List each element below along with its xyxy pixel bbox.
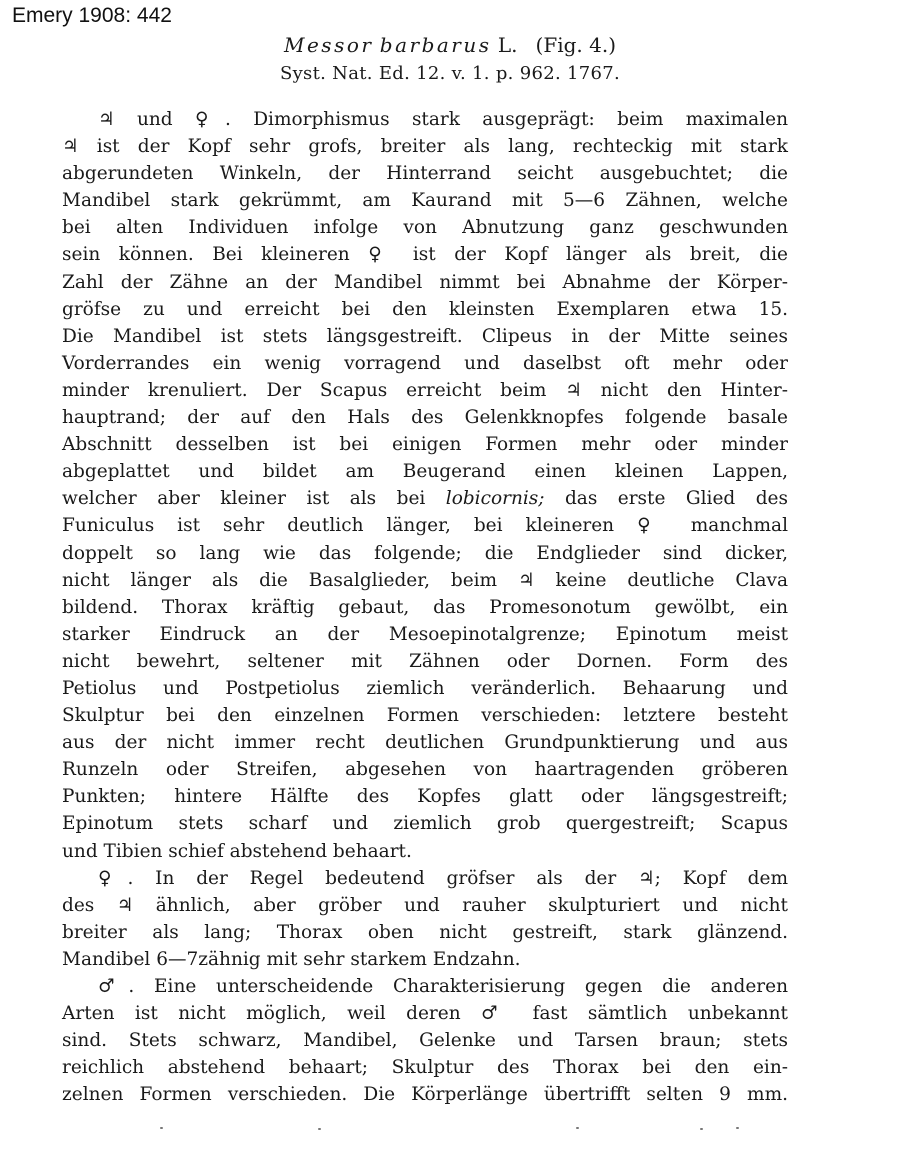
text-line: doppelt so lang wie das folgende; die Endglieder sind dicker, xyxy=(62,542,788,564)
text-line: abgerundeten Winkeln, der Hinterrand seicht ausgebuchtet; die xyxy=(62,163,788,185)
text-segment: welcher aber kleiner ist als bei xyxy=(62,488,426,510)
text-line: nicht länger als die Basalglieder, beim ♃ keine deutliche Clava xyxy=(62,569,788,591)
text-line: breiter als lang; Thorax oben nicht gestreift, stark glänzend. xyxy=(62,921,788,943)
text-line: Die Mandibel ist stets längsgestreift. Clipeus in der Mitte seines xyxy=(62,325,788,347)
figure-reference: (Fig. 4.) xyxy=(535,33,616,57)
text-line: minder krenuliert. Der Scapus erreicht beim ♃ nicht den Hinter- xyxy=(62,379,788,401)
text-line: sind. Stets schwarz, Mandibel, Gelenke und Tarsen braun; stets xyxy=(62,1030,788,1052)
text-line: ♀. In der Regel bedeutend gröfser als der ♃; Kopf dem xyxy=(98,867,788,889)
text-line: des ♃ ähnlich, aber gröber und rauher skulpturiert und nicht xyxy=(62,894,788,916)
description-body xyxy=(62,106,788,1108)
text-line: und Tibien schief abstehend behaart. xyxy=(62,840,412,862)
text-line: bei alten Individuen infolge von Abnutzung ganz geschwunden xyxy=(62,217,788,239)
text-line: Vorderrandes ein wenig vorragend und daselbst oft mehr oder xyxy=(62,352,788,374)
text-line: Arten ist nicht möglich, weil deren ♂ fast sämtlich unbekannt xyxy=(62,1003,788,1025)
scan-speck xyxy=(318,1128,321,1130)
text-line: Mandibel stark gekrümmt, am Kaurand mit 5—6 Zähnen, welche xyxy=(62,190,788,212)
italic-term: lobicornis; xyxy=(445,488,545,510)
text-line: Petiolus und Postpetiolus ziemlich veränderlich. Behaarung und xyxy=(62,677,788,699)
text-line-with-italic xyxy=(62,485,788,512)
text-line: ♂. Eine unterscheidende Charakterisierung gegen die anderen xyxy=(98,976,788,997)
text-line: ♃ ist der Kopf sehr grofs, breiter als lang, rechteckig mit stark xyxy=(62,136,788,158)
text-line: Punkten; hintere Hälfte des Kopfes glatt oder längsgestreift; xyxy=(62,786,788,808)
text-line: sein können. Bei kleineren ♀ ist der Kopf länger als breit, die xyxy=(62,244,788,266)
scan-speck xyxy=(736,1127,739,1129)
species-heading xyxy=(0,33,900,57)
text-line: nicht bewehrt, seltener mit Zähnen oder Dornen. Form des xyxy=(62,650,788,672)
text-line: starker Eindruck an der Mesoepinotalgrenze; Epinotum meist xyxy=(62,623,788,645)
text-segment: das erste Glied des xyxy=(564,488,788,510)
text-line: abgeplattet und bildet am Beugerand einen kleinen Lappen, xyxy=(62,461,788,483)
text-line: Epinotum stets scharf und ziemlich grob quergestreift; Scapus xyxy=(62,813,788,835)
text-line: zelnen Formen verschieden. Die Körperlänge übertrifft selten 9 mm. xyxy=(62,1084,788,1106)
text-line: Skulptur bei den einzelnen Formen verschieden: letztere besteht xyxy=(62,705,788,727)
citation-line: Syst. Nat. Ed. 12. v. 1. p. 962. 1767. xyxy=(279,63,621,84)
scan-speck xyxy=(160,1127,163,1129)
text-line: hauptrand; der auf den Hals des Gelenkknopfes folgende basale xyxy=(62,407,788,429)
text-line: reichlich abstehend behaart; Skulptur des Thorax bei den ein- xyxy=(62,1057,788,1079)
species-name-genus: Messor xyxy=(283,33,374,57)
species-author: L. xyxy=(497,33,518,57)
reference-label: Emery 1908: 442 xyxy=(12,4,172,27)
scan-speck xyxy=(576,1127,579,1129)
text-line: Abschnitt desselben ist bei einigen Formen mehr oder minder xyxy=(62,434,788,456)
species-name-epithet: barbarus xyxy=(379,33,492,57)
text-line: ♃ und ♀. Dimorphismus stark ausgeprägt: beim maximalen xyxy=(98,109,788,130)
text-line: aus der nicht immer recht deutlichen Grundpunktierung und aus xyxy=(62,732,788,754)
scan-speck xyxy=(700,1128,703,1130)
text-line: Zahl der Zähne an der Mandibel nimmt bei Abnahme der Körper- xyxy=(62,271,788,293)
text-line: Runzeln oder Streifen, abgesehen von haartragenden gröberen xyxy=(62,759,788,781)
text-line: gröfse zu und erreicht bei den kleinsten Exemplaren etwa 15. xyxy=(62,298,788,320)
text-line: bildend. Thorax kräftig gebaut, das Promesonotum gewölbt, ein xyxy=(62,596,788,618)
text-line: Funiculus ist sehr deutlich länger, bei kleineren ♀ manchmal xyxy=(62,515,788,537)
text-line: Mandibel 6—7zähnig mit sehr starkem Endzahn. xyxy=(62,948,521,970)
